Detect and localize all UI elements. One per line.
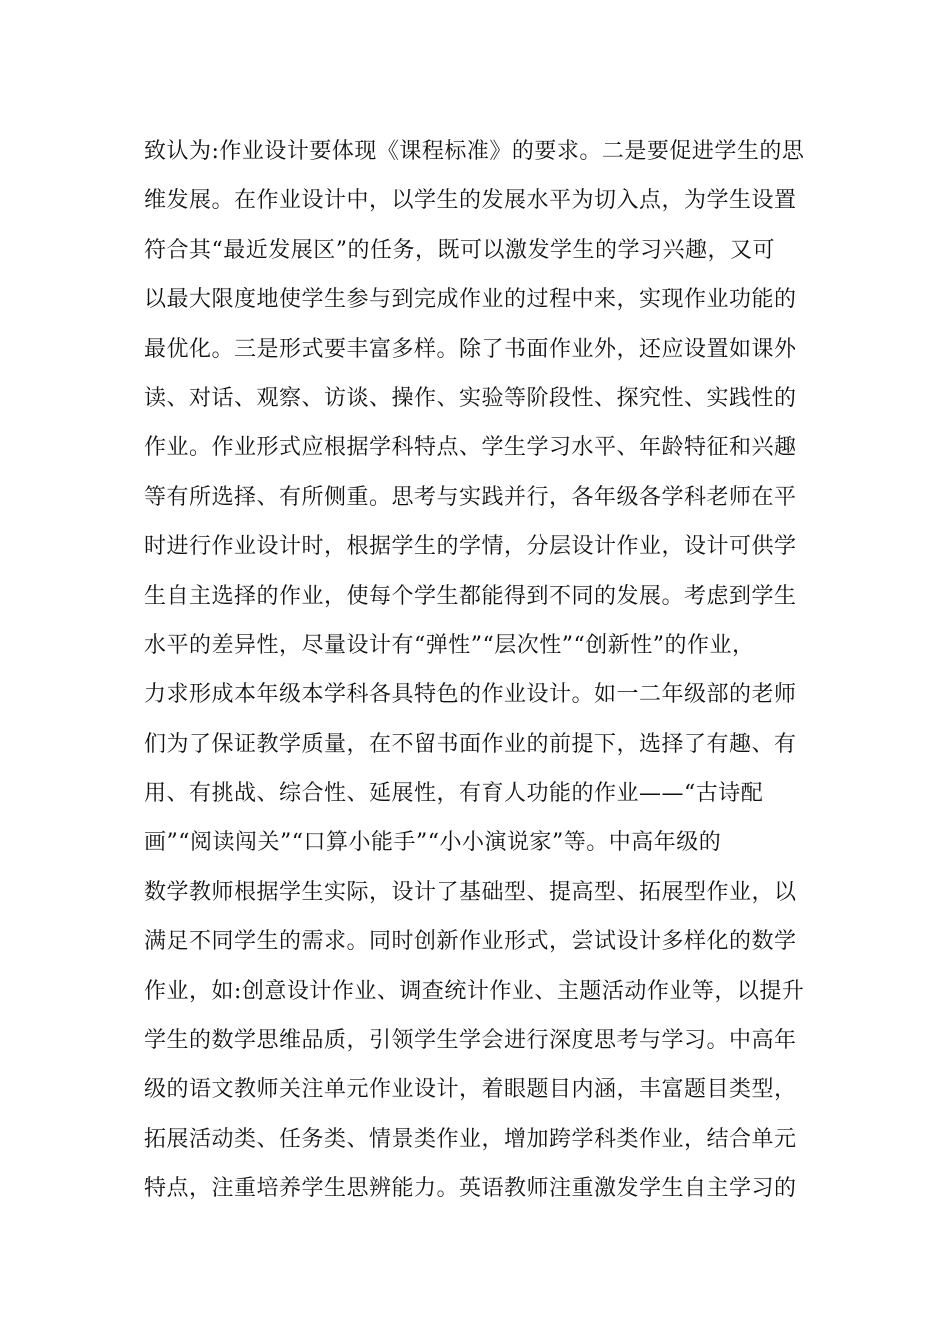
text-line: 满足不同学生的需求。同时创新作业形式，尝试设计多样化的数学 [144, 929, 797, 955]
text-line: 数学教师根据学生实际，设计了基础型、提高型、拓展型作业，以 [144, 879, 797, 905]
text-line: 维发展。在作业设计中，以学生的发展水平为切入点，为学生设置 [144, 188, 797, 214]
text-line: 生自主选择的作业，使每个学生都能得到不同的发展。考虑到学生 [144, 583, 797, 609]
text-line: 拓展活动类、任务类、情景类作业，增加跨学科类作业，结合单元 [144, 1126, 797, 1152]
text-line: 画”“阅读闯关”“口算小能手”“小小演说家”等。中高年级的 [144, 830, 722, 856]
text-line: 水平的差异性，尽量设计有“弹性”“层次性”“创新性”的作业， [144, 632, 755, 658]
text-line: 作业，如:创意设计作业、调查统计作业、主题活动作业等，以提升 [144, 978, 805, 1004]
text-line: 最优化。三是形式要丰富多样。除了书面作业外，还应设置如课外 [144, 336, 797, 362]
text-line: 用、有挑战、综合性、延展性，有育人功能的作业——“古诗配 [144, 781, 764, 807]
text-line: 特点，注重培养学生思辨能力。英语教师注重激发学生自主学习的 [144, 1176, 797, 1202]
text-line: 们为了保证教学质量，在不留书面作业的前提下，选择了有趣、有 [144, 731, 797, 757]
text-line: 学生的数学思维品质，引领学生学会进行深度思考与学习。中高年 [144, 1028, 797, 1054]
body-paragraph [144, 133, 824, 1220]
text-line: 作业。作业形式应根据学科特点、学生学习水平、年龄特征和兴趣 [144, 435, 797, 461]
text-line: 级的语文教师关注单元作业设计，着眼题目内涵，丰富题目类型， [144, 1077, 797, 1103]
text-line: 等有所选择、有所侧重。思考与实践并行，各年级各学科老师在平 [144, 484, 797, 510]
text-line: 力求形成本年级本学科各具特色的作业设计。如一二年级部的老师 [144, 682, 797, 708]
text-line: 致认为:作业设计要体现《课程标准》的要求。二是要促进学生的思 [144, 139, 805, 164]
text-line: 时进行作业设计时，根据学生的学情，分层设计作业，设计可供学 [144, 534, 797, 560]
text-line: 读、对话、观察、访谈、操作、实验等阶段性、探究性、实践性的 [144, 385, 797, 411]
text-line: 符合其“最近发展区”的任务，既可以激发学生的学习兴趣，又可 [144, 237, 775, 263]
text-line: 以最大限度地使学生参与到完成作业的过程中来，实现作业功能的 [144, 287, 797, 313]
